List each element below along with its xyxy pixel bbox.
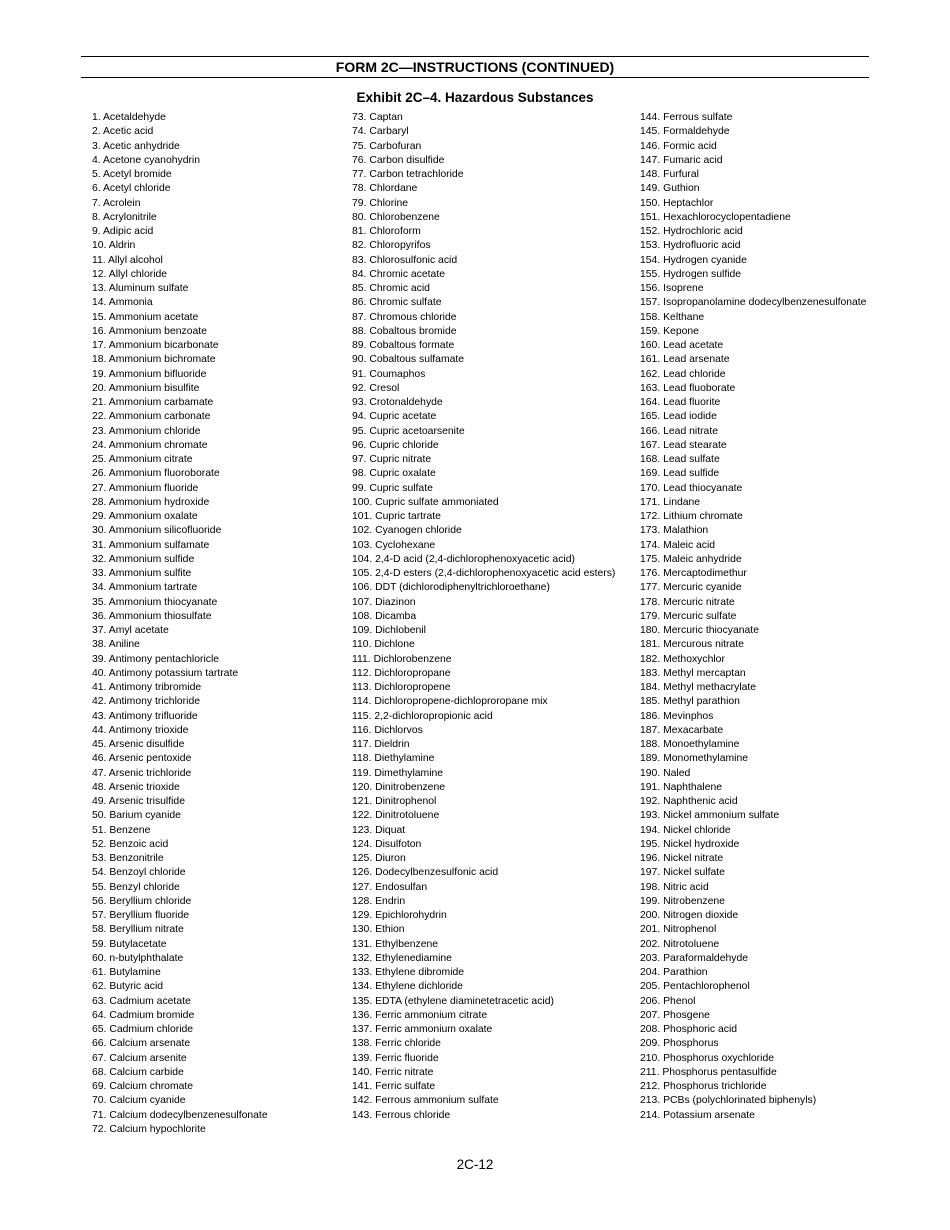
list-item: 174. Maleic acid (640, 539, 716, 551)
top-rule (81, 56, 869, 57)
list-item: 155. Hydrogen sulfide (640, 268, 742, 280)
list-item: 16. Ammonium benzoate (92, 325, 207, 337)
list-item: 39. Antimony pentachloricle (92, 653, 220, 665)
list-item: 77. Carbon tetrachloride (352, 169, 464, 180)
list-item: 49. Arsenic trisulfide (92, 796, 185, 807)
list-item: 138. Ferric chloride (352, 1038, 441, 1050)
list-item: 12. Allyl chloride (92, 268, 168, 280)
list-item: 144. Ferrous sulfate (640, 112, 733, 123)
list-item: 18. Ammonium bichromate (92, 354, 216, 366)
list-item: 88. Cobaltous bromide (352, 325, 457, 337)
list-item: 163. Lead fluoborate (640, 382, 736, 394)
list-item: 165. Lead iodide (640, 411, 717, 423)
list-item: 60. n-butylphthalate (92, 952, 184, 964)
list-item: 74. Carbaryl (352, 126, 409, 138)
list-item: 152. Hydrochloric acid (640, 226, 743, 237)
list-item: 195. Nickel hydroxide (640, 838, 740, 850)
list-item: 175. Maleic anhydride (640, 553, 742, 565)
list-item: 197. Nickel sulfate (640, 867, 725, 879)
list-item: 95. Cupric acetoarsenite (352, 425, 465, 437)
list-item: 71. Calcium dodecylbenzenesulfonate (92, 1109, 268, 1121)
list-item: 44. Antimony trioxide (92, 724, 189, 736)
list-item: 153. Hydrofluoric acid (640, 240, 741, 252)
list-item: 94. Cupric acetate (352, 411, 437, 423)
list-item: 20. Ammonium bisulfite (92, 382, 200, 394)
list-item: 111. Dichlorobenzene (352, 653, 452, 665)
list-item: 11. Allyl alcohol (92, 254, 163, 266)
list-item: 108. Dicamba (352, 610, 417, 622)
list-item: 58. Beryllium nitrate (92, 924, 184, 936)
list-item: 136. Ferric ammonium citrate (352, 1009, 488, 1021)
list-item: 93. Crotonaldehyde (352, 397, 443, 408)
list-item: 25. Ammonium citrate (92, 454, 193, 465)
list-item: 85. Chromic acid (352, 283, 430, 294)
list-item: 148. Furfural (640, 169, 699, 180)
list-item: 186. Mevinphos (640, 710, 714, 722)
list-item: 43. Antimony trifluoride (92, 710, 198, 722)
list-item: 206. Phenol (640, 995, 696, 1007)
list-item: 114. Dichloropropene-dichloproropane mix (352, 696, 548, 708)
list-item: 63. Cadmium acetate (92, 995, 191, 1007)
list-item: 79. Chlorine (352, 197, 409, 209)
list-item: 62. Butyric acid (92, 981, 164, 993)
list-item: 140. Ferric nitrate (352, 1066, 434, 1078)
list-item: 205. Pentachlorophenol (640, 981, 750, 993)
list-item: 177. Mercuric cyanide (640, 582, 742, 594)
list-item: 150. Heptachlor (640, 197, 714, 209)
list-item: 13. Aluminum sulfate (92, 283, 189, 294)
list-item: 123. Diquat (352, 824, 406, 836)
list-item: 104. 2,4-D acid (2,4-dichlorophenoxyacetic acid) (352, 553, 575, 565)
list-item: 137. Ferric ammonium oxalate (352, 1024, 493, 1035)
list-item: 80. Chlorobenzene (352, 211, 440, 223)
list-item: 9. Adipic acid (92, 226, 154, 237)
list-item: 70. Calcium cyanide (92, 1095, 186, 1107)
list-item: 61. Butylamine (92, 967, 161, 978)
list-item: 149. Guthion (640, 183, 700, 195)
list-item: 23. Ammonium chloride (92, 425, 201, 437)
list-item: 86. Chromic sulfate (352, 297, 442, 309)
list-item: 151. Hexachlorocyclopentadiene (640, 211, 791, 223)
list-item: 90. Cobaltous sulfamate (352, 354, 465, 366)
list-item: 96. Cupric chloride (352, 439, 439, 451)
list-item: 128. Endrin (352, 895, 406, 907)
list-item: 47. Arsenic trichloride (92, 767, 192, 779)
list-item: 1. Acetaldehyde (92, 112, 166, 123)
list-item: 212. Phosphorus trichloride (640, 1081, 767, 1092)
list-item: 91. Coumaphos (352, 368, 426, 380)
list-item: 184. Methyl methacrylate (640, 682, 757, 693)
list-item: 52. Benzoic acid (92, 838, 169, 850)
list-item: 198. Nitric acid (640, 881, 709, 893)
list-item: 10. Aldrin (92, 240, 136, 252)
list-item: 66. Calcium arsenate (92, 1038, 191, 1050)
list-item: 76. Carbon disulfide (352, 154, 445, 166)
list-item: 160. Lead acetate (640, 340, 724, 351)
list-item: 41. Antimony tribromide (92, 682, 202, 693)
list-item: 73. Captan (352, 112, 403, 123)
list-item: 202. Nitrotoluene (640, 938, 720, 950)
list-item: 208. Phosphoric acid (640, 1024, 738, 1035)
list-item: 24. Ammonium chromate (92, 439, 208, 451)
list-item: 7. Acrolein (92, 197, 141, 209)
list-item: 158. Kelthane (640, 311, 705, 323)
list-item: 50. Barium cyanide (92, 810, 181, 822)
list-item: 34. Ammonium tartrate (92, 582, 198, 594)
list-item: 145. Formaldehyde (640, 126, 730, 138)
list-item: 187. Mexacarbate (640, 724, 724, 736)
list-item: 141. Ferric sulfate (352, 1081, 436, 1092)
list-item: 83. Chlorosulfonic acid (352, 254, 458, 266)
list-item: 196. Nickel nitrate (640, 853, 724, 864)
list-item: 116. Dichlorvos (352, 724, 423, 736)
list-item: 131. Ethylbenzene (352, 938, 439, 950)
list-item: 29. Ammonium oxalate (92, 511, 198, 522)
list-item: 134. Ethylene dichloride (352, 981, 463, 993)
list-item: 115. 2,2-dichloropropionic acid (352, 710, 493, 722)
list-item: 55. Benzyl chloride (92, 881, 180, 893)
list-item: 8. Acrylonitrile (92, 211, 157, 223)
list-item: 17. Ammonium bicarbonate (92, 340, 219, 351)
list-item: 68. Calcium carbide (92, 1066, 184, 1078)
list-item: 133. Ethylene dibromide (352, 967, 465, 978)
list-item: 204. Parathion (640, 967, 708, 978)
list-item: 45. Arsenic disulfide (92, 739, 185, 750)
list-item: 124. Disulfoton (352, 838, 422, 850)
substance-column-3 (640, 111, 866, 1123)
list-item: 113. Dichloropropene (352, 682, 451, 693)
list-item: 181. Mercurous nitrate (640, 639, 744, 651)
list-item: 87. Chromous chloride (352, 311, 457, 323)
list-item: 53. Benzonitrile (92, 853, 164, 864)
list-item: 107. Diazinon (352, 596, 416, 608)
list-item: 35. Ammonium thiocyanate (92, 596, 218, 608)
list-item: 32. Ammonium sulfide (92, 553, 195, 565)
list-item: 210. Phosphorus oxychloride (640, 1052, 775, 1064)
list-item: 21. Ammonium carbamate (92, 397, 214, 408)
list-item: 78. Chlordane (352, 183, 418, 195)
list-item: 40. Antimony potassium tartrate (92, 667, 239, 679)
list-item: 185. Methyl parathion (640, 696, 740, 708)
list-item: 65. Cadmium chloride (92, 1024, 194, 1035)
list-item: 192. Naphthenic acid (640, 796, 738, 807)
list-item: 200. Nitrogen dioxide (640, 910, 739, 921)
list-item: 100. Cupric sulfate ammoniated (352, 496, 499, 508)
list-item: 92. Cresol (352, 382, 400, 394)
list-item: 2. Acetic acid (92, 126, 154, 138)
list-item: 15. Ammonium acetate (92, 311, 199, 323)
page-number: 2C-12 (456, 1157, 494, 1172)
list-item: 89. Cobaltous formate (352, 340, 455, 351)
list-item: 162. Lead chloride (640, 368, 726, 380)
list-item: 180. Mercuric thiocyanate (640, 625, 759, 636)
list-item: 169. Lead sulfide (640, 468, 720, 480)
list-item: 191. Naphthalene (640, 781, 723, 793)
list-item: 203. Paraformaldehyde (640, 952, 749, 964)
form-title: FORM 2C—INSTRUCTIONS (CONTINUED) (335, 59, 615, 75)
list-item: 154. Hydrogen cyanide (640, 254, 747, 266)
list-item: 130. Ethion (352, 924, 405, 936)
list-item: 213. PCBs (polychlorinated biphenyls) (640, 1095, 817, 1107)
list-item: 199. Nitrobenzene (640, 895, 725, 907)
list-item: 81. Chloroform (352, 226, 421, 237)
list-item: 31. Ammonium sulfamate (92, 539, 210, 551)
list-item: 168. Lead sulfate (640, 454, 720, 465)
list-item: 72. Calcium hypochlorite (92, 1123, 206, 1135)
list-item: 4. Acetone cyanohydrin (92, 154, 201, 166)
list-item: 56. Beryllium chloride (92, 895, 192, 907)
list-item: 106. DDT (dichlorodiphenyltrichloroethane) (352, 582, 550, 594)
list-item: 171. Lindane (640, 496, 701, 508)
list-item: 207. Phosgene (640, 1009, 710, 1021)
list-item: 42. Antimony trichloride (92, 696, 201, 708)
list-item: 14. Ammonia (92, 297, 153, 309)
list-item: 75. Carbofuran (352, 140, 422, 152)
list-item: 194. Nickel chloride (640, 824, 731, 836)
list-item: 97. Cupric nitrate (352, 454, 432, 465)
list-item: 3. Acetic anhydride (92, 140, 180, 152)
list-item: 6. Acetyl chloride (92, 183, 171, 195)
list-item: 135. EDTA (ethylene diaminetetracetic acid) (352, 995, 554, 1007)
list-item: 147. Fumaric acid (640, 154, 723, 166)
list-item: 5. Acetyl bromide (92, 169, 172, 180)
list-item: 110. Dichlone (352, 639, 415, 651)
list-item: 33. Ammonium sulfite (92, 568, 192, 579)
list-item: 143. Ferrous chloride (352, 1109, 451, 1121)
list-item: 188. Monoethylamine (640, 739, 740, 750)
list-item: 125. Diuron (352, 853, 406, 864)
list-item: 57. Beryllium fluoride (92, 910, 190, 921)
list-item: 99. Cupric sulfate (352, 482, 433, 494)
list-item: 28. Ammonium hydroxide (92, 496, 210, 508)
list-item: 127. Endosulfan (352, 881, 428, 893)
list-item: 178. Mercuric nitrate (640, 596, 735, 608)
list-item: 161. Lead arsenate (640, 354, 730, 366)
list-item: 146. Formic acid (640, 140, 717, 152)
list-item: 69. Calcium chromate (92, 1081, 194, 1092)
exhibit-title: Exhibit 2C–4. Hazardous Substances (356, 90, 594, 105)
list-item: 26. Ammonium fluoroborate (92, 468, 220, 480)
list-item: 182. Methoxychlor (640, 653, 725, 665)
list-item: 157. Isopropanolamine dodecylbenzenesulfonate (640, 297, 867, 309)
list-item: 84. Chromic acetate (352, 268, 445, 280)
list-item: 22. Ammonium carbonate (92, 411, 211, 423)
list-item: 170. Lead thiocyanate (640, 482, 743, 494)
header-rule (81, 77, 869, 78)
list-item: 46. Arsenic pentoxide (92, 753, 192, 765)
list-item: 109. Dichlobenil (352, 625, 426, 636)
list-item: 30. Ammonium silicofluoride (92, 525, 222, 537)
list-item: 118. Diethylamine (352, 753, 435, 765)
list-item: 126. Dodecylbenzesulfonic acid (352, 867, 499, 879)
list-item: 120. Dinitrobenzene (352, 781, 446, 793)
list-item: 117. Dieldrin (352, 739, 410, 750)
list-item: 193. Nickel ammonium sulfate (640, 810, 780, 822)
list-item: 142. Ferrous ammonium sulfate (352, 1095, 499, 1107)
list-item: 166. Lead nitrate (640, 425, 718, 437)
list-item: 129. Epichlorohydrin (352, 910, 447, 921)
list-item: 190. Naled (640, 767, 691, 779)
list-item: 156. Isoprene (640, 283, 704, 294)
list-item: 167. Lead stearate (640, 439, 727, 451)
list-item: 112. Dichloropropane (352, 667, 451, 679)
list-item: 19. Ammonium bifluoride (92, 368, 207, 380)
list-item: 103. Cyclohexane (352, 539, 436, 551)
list-item: 54. Benzoyl chloride (92, 867, 186, 879)
list-item: 98. Cupric oxalate (352, 468, 436, 480)
list-item: 102. Cyanogen chloride (352, 525, 462, 537)
list-item: 51. Benzene (92, 824, 151, 836)
list-item: 37. Amyl acetate (92, 625, 169, 636)
list-item: 164. Lead fluorite (640, 397, 721, 408)
list-item: 82. Chloropyrifos (352, 240, 431, 252)
list-item: 119. Dimethylamine (352, 767, 444, 779)
list-item: 201. Nitrophenol (640, 924, 717, 936)
list-item: 159. Kepone (640, 325, 699, 337)
list-item: 183. Methyl mercaptan (640, 667, 746, 679)
list-item: 38. Aniline (92, 639, 140, 651)
list-item: 172. Lithium chromate (640, 511, 743, 522)
list-item: 36. Ammonium thiosulfate (92, 610, 212, 622)
list-item: 64. Cadmium bromide (92, 1009, 195, 1021)
list-item: 132. Ethylenediamine (352, 952, 452, 964)
list-item: 101. Cupric tartrate (352, 511, 441, 522)
list-item: 176. Mercaptodimethur (640, 568, 747, 579)
list-item: 209. Phosphorus (640, 1038, 719, 1050)
substance-column-2 (352, 111, 615, 1123)
list-item: 189. Monomethylamine (640, 753, 749, 765)
list-item: 48. Arsenic trioxide (92, 781, 180, 793)
list-item: 121. Dinitrophenol (352, 796, 437, 807)
list-item: 139. Ferric fluoride (352, 1052, 439, 1064)
substance-column-1 (92, 111, 268, 1137)
list-item: 122. Dinitrotoluene (352, 810, 440, 822)
list-item: 67. Calcium arsenite (92, 1052, 187, 1064)
list-item: 105. 2,4-D esters (2,4-dichlorophenoxyacetic acid esters) (352, 568, 616, 579)
list-item: 59. Butylacetate (92, 938, 167, 950)
list-item: 214. Potassium arsenate (640, 1109, 755, 1121)
list-item: 211. Phosphorus pentasulfide (640, 1066, 777, 1078)
list-item: 173. Malathion (640, 525, 709, 537)
list-item: 179. Mercuric sulfate (640, 610, 737, 622)
list-item: 27. Ammonium fluoride (92, 482, 199, 494)
